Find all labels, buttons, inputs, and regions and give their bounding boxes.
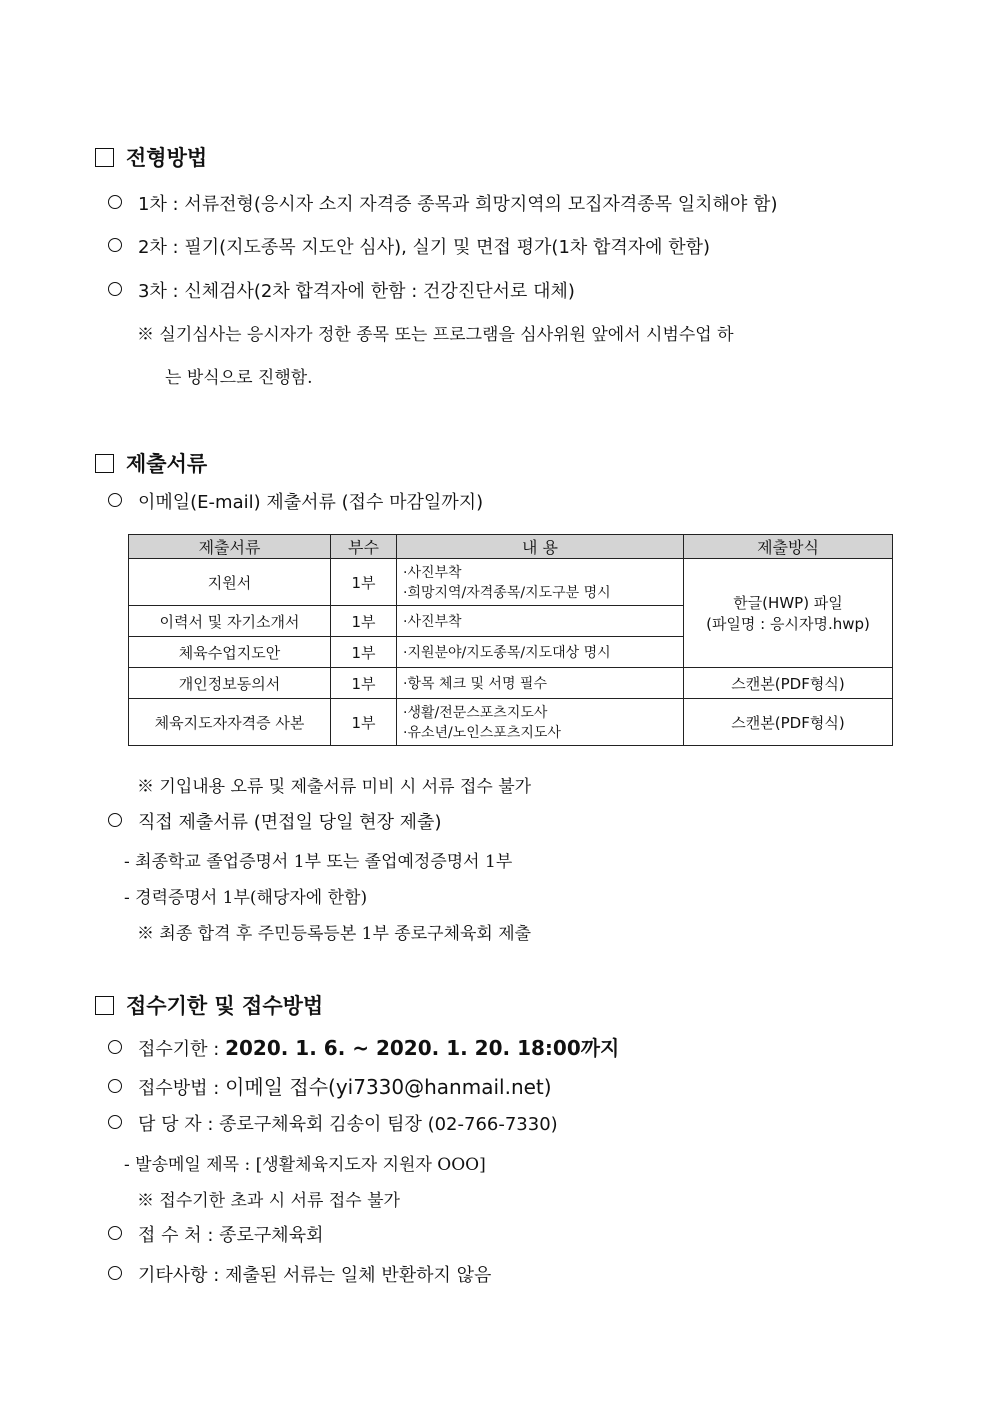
doc-method-cell-merged: 한글(HWP) 파일 (파일명 : 응시자명.hwp) [684, 559, 893, 668]
selection-item-2: 2차 : 필기(지도종목 지도안 심사), 실기 및 면접 평가(1차 합격자에 한함) [108, 233, 710, 259]
doc-count-cell: 1부 [331, 606, 397, 637]
circle-bullet-icon [108, 813, 122, 827]
mail-subject-line: - 발송메일 제목 : [생활체육지도자 지원자 OOO] [124, 1155, 486, 1175]
circle-bullet-icon [108, 238, 122, 252]
section-heading-documents: 제출서류 [95, 448, 207, 478]
late-submission-note: ※ 접수기한 초과 시 서류 접수 불가 [137, 1191, 400, 1211]
checkbox-square-icon [95, 148, 114, 167]
selection-note-line1: ※ 실기심사는 응시자가 정한 종목 또는 프로그램을 심사위원 앞에서 시범수업 하 [137, 325, 734, 345]
table-row [129, 699, 893, 746]
doc-name-cell: 체육지도자자격증 사본 [129, 699, 331, 746]
selection-note-line2: 는 방식으로 진행함. [165, 368, 313, 388]
reception-place: 접 수 처 : 종로구체육회 [108, 1221, 323, 1247]
reception-method: 접수방법 : 이메일 접수(yi7330@hanmail.net) [108, 1071, 552, 1100]
section-heading-reception: 접수기한 및 접수방법 [95, 990, 323, 1020]
doc-method-cell: 스캔본(PDF형식) [684, 699, 893, 746]
direct-docs-heading: 직접 제출서류 (면접일 당일 현장 제출) [108, 808, 441, 834]
checkbox-square-icon [95, 454, 114, 473]
doc-name-cell: 이력서 및 자기소개서 [129, 606, 331, 637]
reception-deadline: 접수기한 : 2020. 1. 6. ~ 2020. 1. 20. 18:00까지 [108, 1032, 619, 1061]
selection-item-3: 3차 : 신체검사(2차 합격자에 한함 : 건강진단서로 대체) [108, 277, 575, 303]
doc-count-cell: 1부 [331, 559, 397, 606]
circle-bullet-icon [108, 1115, 122, 1129]
email-docs-heading: 이메일(E-mail) 제출서류 (접수 마감일까지) [108, 488, 483, 514]
doc-method-cell: 스캔본(PDF형식) [684, 668, 893, 699]
doc-name-cell: 개인정보동의서 [129, 668, 331, 699]
direct-docs-item-2: - 경력증명서 1부(해당자에 한함) [124, 888, 368, 908]
doc-content-cell: ·생활/전문스포츠지도사 ·유소년/노인스포츠지도사 [397, 699, 684, 746]
doc-content-cell: ·지원분야/지도종목/지도대상 명시 [397, 637, 684, 668]
doc-name-cell: 지원서 [129, 559, 331, 606]
email-docs-note: ※ 기입내용 오류 및 제출서류 미비 시 서류 접수 불가 [137, 777, 532, 797]
table-header-cell: 제출서류 [129, 535, 331, 559]
table-row [129, 668, 893, 699]
doc-count-cell: 1부 [331, 668, 397, 699]
documents-table [128, 534, 893, 746]
section-heading-selection: 전형방법 [95, 142, 207, 172]
circle-bullet-icon [108, 195, 122, 209]
doc-name-cell: 체육수업지도안 [129, 637, 331, 668]
selection-item-1: 1차 : 서류전형(응시자 소지 자격증 종목과 희망지역의 모집자격종목 일치해야 함) [108, 190, 777, 216]
reception-contact: 담 당 자 : 종로구체육회 김송이 팀장 (02-766-7330) [108, 1110, 558, 1136]
checkbox-square-icon [95, 996, 114, 1015]
doc-content-cell: ·사진부착 [397, 606, 684, 637]
doc-count-cell: 1부 [331, 637, 397, 668]
circle-bullet-icon [108, 493, 122, 507]
direct-docs-note: ※ 최종 합격 후 주민등록등본 1부 종로구체육회 제출 [137, 924, 532, 944]
circle-bullet-icon [108, 1226, 122, 1240]
circle-bullet-icon [108, 1079, 122, 1093]
circle-bullet-icon [108, 1040, 122, 1054]
doc-content-cell: ·항목 체크 및 서명 필수 [397, 668, 684, 699]
doc-content-cell: ·사진부착 ·희망지역/자격종목/지도구분 명시 [397, 559, 684, 606]
table-row [129, 559, 893, 606]
table-header-cell: 부수 [331, 535, 397, 559]
circle-bullet-icon [108, 1266, 122, 1280]
direct-docs-item-1: - 최종학교 졸업증명서 1부 또는 졸업예정증명서 1부 [124, 852, 513, 872]
circle-bullet-icon [108, 282, 122, 296]
table-header-cell: 제출방식 [684, 535, 893, 559]
doc-count-cell: 1부 [331, 699, 397, 746]
table-header-cell: 내 용 [397, 535, 684, 559]
reception-etc: 기타사항 : 제출된 서류는 일체 반환하지 않음 [108, 1261, 491, 1287]
